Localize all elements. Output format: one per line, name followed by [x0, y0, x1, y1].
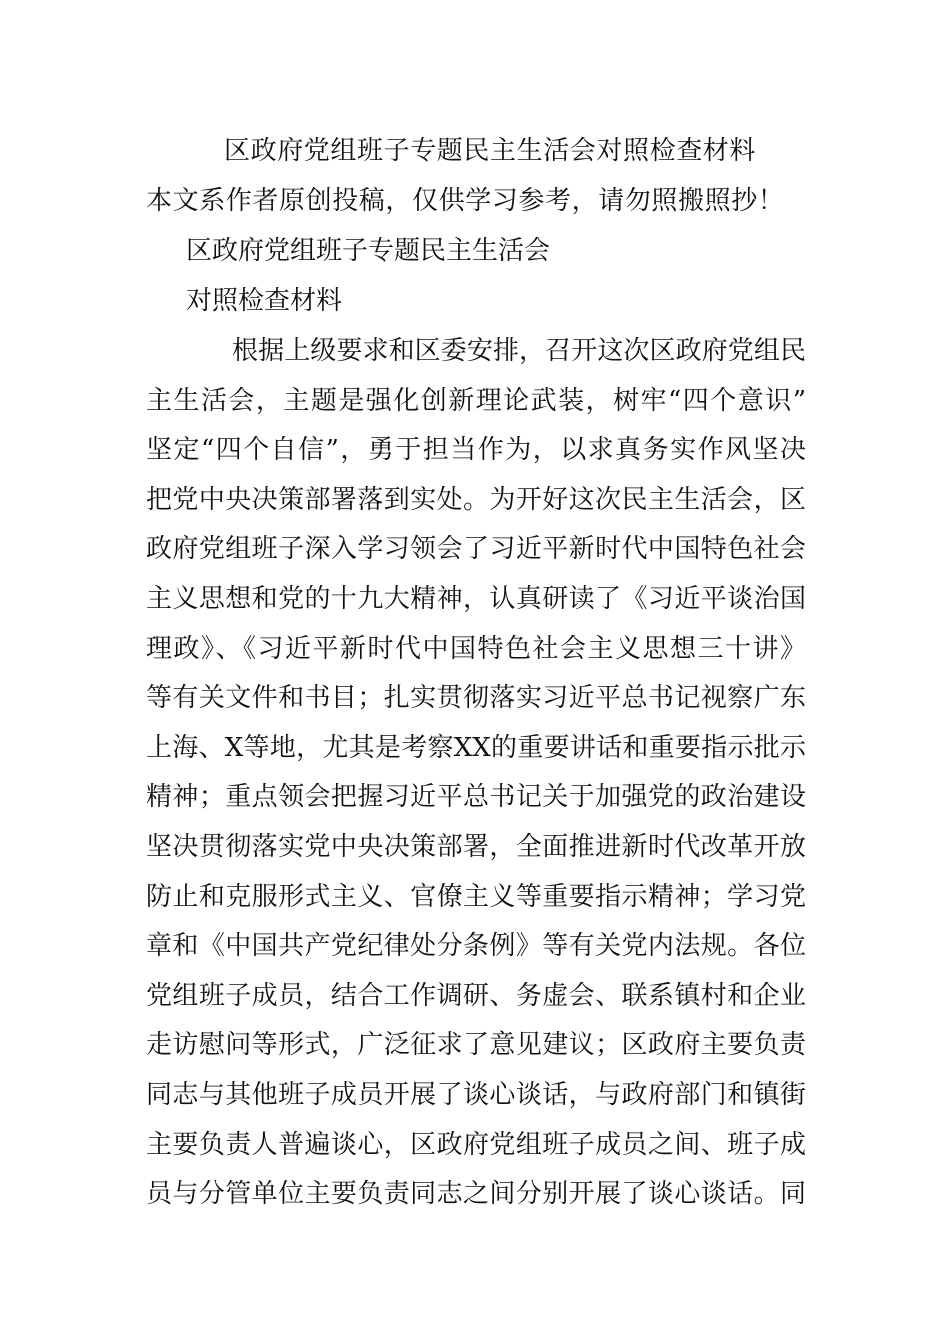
body-paragraph — [146, 336, 806, 1229]
paragraph-line: 章和《中国共产党纪律处分条例》等有关党内法规。各位 — [146, 931, 806, 962]
subtitle-line-1: 区政府党组班子专题民主生活会 — [186, 236, 551, 266]
paragraph-line: 把党中央决策部署落到实处。为开好这次民主生活会，区 — [146, 484, 806, 515]
paragraph-line: 员与分管单位主要负责同志之间分别开展了谈心谈话。同 — [146, 1179, 806, 1210]
paragraph-line: 主义思想和党的十九大精神，认真研读了《习近平谈治国 — [146, 583, 806, 614]
document-title: 区政府党组班子专题民主生活会对照检查材料 — [224, 136, 757, 166]
copyright-notice: 本文系作者原创投稿，仅供学习参考，请勿照搬照抄！ — [146, 186, 785, 216]
paragraph-line: 走访慰问等形式，广泛征求了意见建议；区政府主要负责 — [146, 1030, 806, 1061]
paragraph-line: 根据上级要求和区委安排，召开这次区政府党组民 — [232, 336, 806, 366]
paragraph-line: 政府党组班子深入学习领会了习近平新时代中国特色社会 — [146, 534, 806, 565]
paragraph-line: 防止和克服形式主义、官僚主义等重要指示精神；学习党 — [146, 881, 806, 912]
paragraph-line: 等有关文件和书目；扎实贯彻落实习近平总书记视察广东 — [146, 683, 806, 714]
paragraph-line: 理政》、《习近平新时代中国特色社会主义思想三十讲》 — [146, 633, 806, 664]
paragraph-line: 同志与其他班子成员开展了谈心谈话，与政府部门和镇街 — [146, 1079, 806, 1110]
paragraph-line: 主生活会，主题是强化创新理论武装，树牢“四个意识” — [146, 385, 806, 416]
subtitle-line-2: 对照检查材料 — [186, 286, 343, 316]
paragraph-line: 坚定“四个自信”，勇于担当作为，以求真务实作风坚决 — [146, 435, 806, 466]
paragraph-line: 上海、X等地，尤其是考察XX的重要讲话和重要指示批示 — [146, 732, 806, 763]
paragraph-line: 主要负责人普遍谈心，区政府党组班子成员之间、班子成 — [146, 1129, 806, 1160]
paragraph-line: 精神；重点领会把握习近平总书记关于加强党的政治建设 — [146, 782, 806, 813]
paragraph-line: 坚决贯彻落实党中央决策部署，全面推进新时代改革开放 — [146, 831, 806, 862]
paragraph-line: 党组班子成员，结合工作调研、务虚会、联系镇村和企业 — [146, 980, 806, 1011]
